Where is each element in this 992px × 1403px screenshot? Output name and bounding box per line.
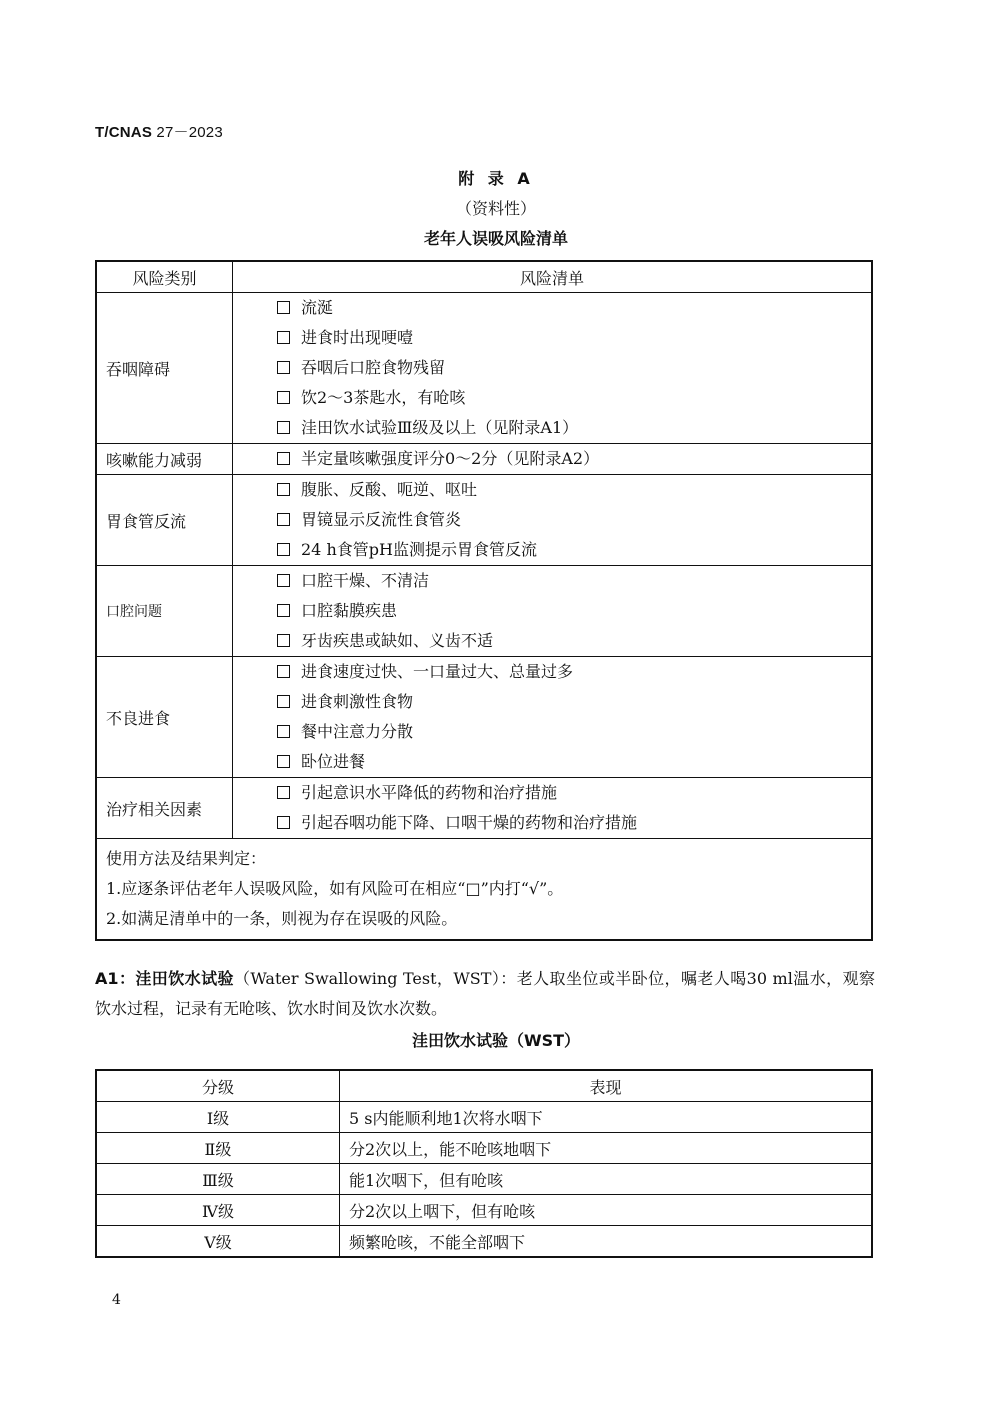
- risk-category: 口腔问题: [96, 566, 233, 657]
- checkbox[interactable]: [277, 361, 290, 374]
- a1-text: （Water Swallowing Test，WST）：老人取坐位或半卧位，嘱老人喝30 ml温水，观察饮水过程，记录有无呛咳、饮水时间及饮水次数。: [95, 969, 875, 1018]
- risk-item: 口腔干燥、不清洁: [233, 566, 871, 596]
- page-number: 4: [112, 1292, 121, 1308]
- risk-category: 吞咽障碍: [96, 293, 233, 444]
- table-row: [96, 1164, 872, 1195]
- a1-paragraph: [95, 964, 875, 1024]
- grade-cell: Ⅱ级: [96, 1133, 340, 1164]
- risk-item: 半定量咳嗽强度评分0～2分（见附录A2）: [233, 444, 871, 474]
- grade-cell: Ⅴ级: [96, 1226, 340, 1258]
- grade-cell: Ⅳ级: [96, 1195, 340, 1226]
- risk-item: 口腔黏膜疾患: [233, 596, 871, 626]
- wst-table-header: [96, 1070, 872, 1102]
- risk-item: 进食刺激性食物: [233, 687, 871, 717]
- table-row: [96, 1102, 872, 1133]
- risk-category: 咳嗽能力减弱: [96, 444, 233, 475]
- risk-table-header: [96, 261, 872, 293]
- standard-prefix: T/CNAS: [95, 124, 153, 141]
- risk-item: 吞咽后口腔食物残留: [233, 353, 871, 383]
- risk-item: 24 h食管pH监测提示胃食管反流: [233, 535, 871, 565]
- risk-item: 引起吞咽功能下降、口咽干燥的药物和治疗措施: [233, 808, 871, 838]
- header-performance: 表现: [340, 1070, 873, 1102]
- risk-row-cough: [96, 444, 872, 475]
- checkbox[interactable]: [277, 301, 290, 314]
- risk-item: 餐中注意力分散: [233, 717, 871, 747]
- risk-row-reflux: [96, 475, 872, 566]
- checkbox[interactable]: [277, 513, 290, 526]
- checkbox[interactable]: [277, 483, 290, 496]
- standard-code: [95, 121, 223, 142]
- desc-cell: 5 s内能顺利地1次将水咽下: [340, 1102, 873, 1133]
- header-grade: 分级: [96, 1070, 340, 1102]
- checkbox[interactable]: [277, 634, 290, 647]
- desc-cell: 分2次以上咽下，但有呛咳: [340, 1195, 873, 1226]
- risk-item: 饮2～3茶匙水，有呛咳: [233, 383, 871, 413]
- wst-table-title: 洼田饮水试验（WST）: [411, 1031, 581, 1050]
- checkbox[interactable]: [277, 574, 290, 587]
- usage-note-1: 1.应逐条评估老年人误吸风险，如有风险可在相应“□”内打“√”。: [106, 879, 564, 898]
- risk-item: 引起意识水平降低的药物和治疗措施: [233, 778, 871, 808]
- desc-cell: 分2次以上，能不呛咳地咽下: [340, 1133, 873, 1164]
- grade-cell: Ⅰ级: [96, 1102, 340, 1133]
- risk-item: 牙齿疾患或缺如、义齿不适: [233, 626, 871, 656]
- desc-cell: 能1次咽下，但有呛咳: [340, 1164, 873, 1195]
- grade-cell: Ⅲ级: [96, 1164, 340, 1195]
- table-row: [96, 1226, 872, 1258]
- checkbox[interactable]: [277, 725, 290, 738]
- risk-row-eating: [96, 657, 872, 778]
- standard-number: 27－2023: [156, 124, 223, 141]
- usage-note-2: 2.如满足清单中的一条，则视为存在误吸的风险。: [106, 909, 458, 928]
- checkbox[interactable]: [277, 331, 290, 344]
- risk-category: 胃食管反流: [96, 475, 233, 566]
- checkbox[interactable]: [277, 604, 290, 617]
- checkbox[interactable]: [277, 665, 290, 678]
- risk-item: 腹胀、反酸、呃逆、呕吐: [233, 475, 871, 505]
- risk-table: [95, 260, 873, 941]
- risk-item: 卧位进餐: [233, 747, 871, 777]
- table-row: [96, 1195, 872, 1226]
- checkbox[interactable]: [277, 452, 290, 465]
- checkbox[interactable]: [277, 543, 290, 556]
- checkbox[interactable]: [277, 755, 290, 768]
- risk-category: 治疗相关因素: [96, 778, 233, 839]
- checkbox[interactable]: [277, 816, 290, 829]
- checkbox[interactable]: [277, 391, 290, 404]
- risk-item: 流涎: [233, 293, 871, 323]
- risk-item: 洼田饮水试验Ⅲ级及以上（见附录A1）: [233, 413, 871, 443]
- usage-notes-row: [96, 839, 872, 941]
- risk-row-oral: [96, 566, 872, 657]
- header-risk-list: 风险清单: [233, 261, 873, 293]
- risk-row-swallowing: [96, 293, 872, 444]
- appendix-nature: （资料性）: [455, 199, 536, 218]
- risk-item: 进食速度过快、一口量过大、总量过多: [233, 657, 871, 687]
- appendix-title: 附 录 A: [458, 169, 534, 188]
- risk-category: 不良进食: [96, 657, 233, 778]
- desc-cell: 频繁呛咳，不能全部咽下: [340, 1226, 873, 1258]
- usage-heading: 使用方法及结果判定：: [106, 849, 267, 868]
- checkbox[interactable]: [277, 695, 290, 708]
- risk-item: 进食时出现哽噎: [233, 323, 871, 353]
- a1-label: A1：洼田饮水试验: [95, 969, 234, 988]
- checkbox[interactable]: [277, 786, 290, 799]
- risk-list-title: 老年人误吸风险清单: [423, 229, 568, 248]
- wst-table: [95, 1069, 873, 1258]
- checkbox[interactable]: [277, 421, 290, 434]
- table-row: [96, 1133, 872, 1164]
- risk-item: 胃镜显示反流性食管炎: [233, 505, 871, 535]
- header-category: 风险类别: [96, 261, 233, 293]
- risk-row-treatment: [96, 778, 872, 839]
